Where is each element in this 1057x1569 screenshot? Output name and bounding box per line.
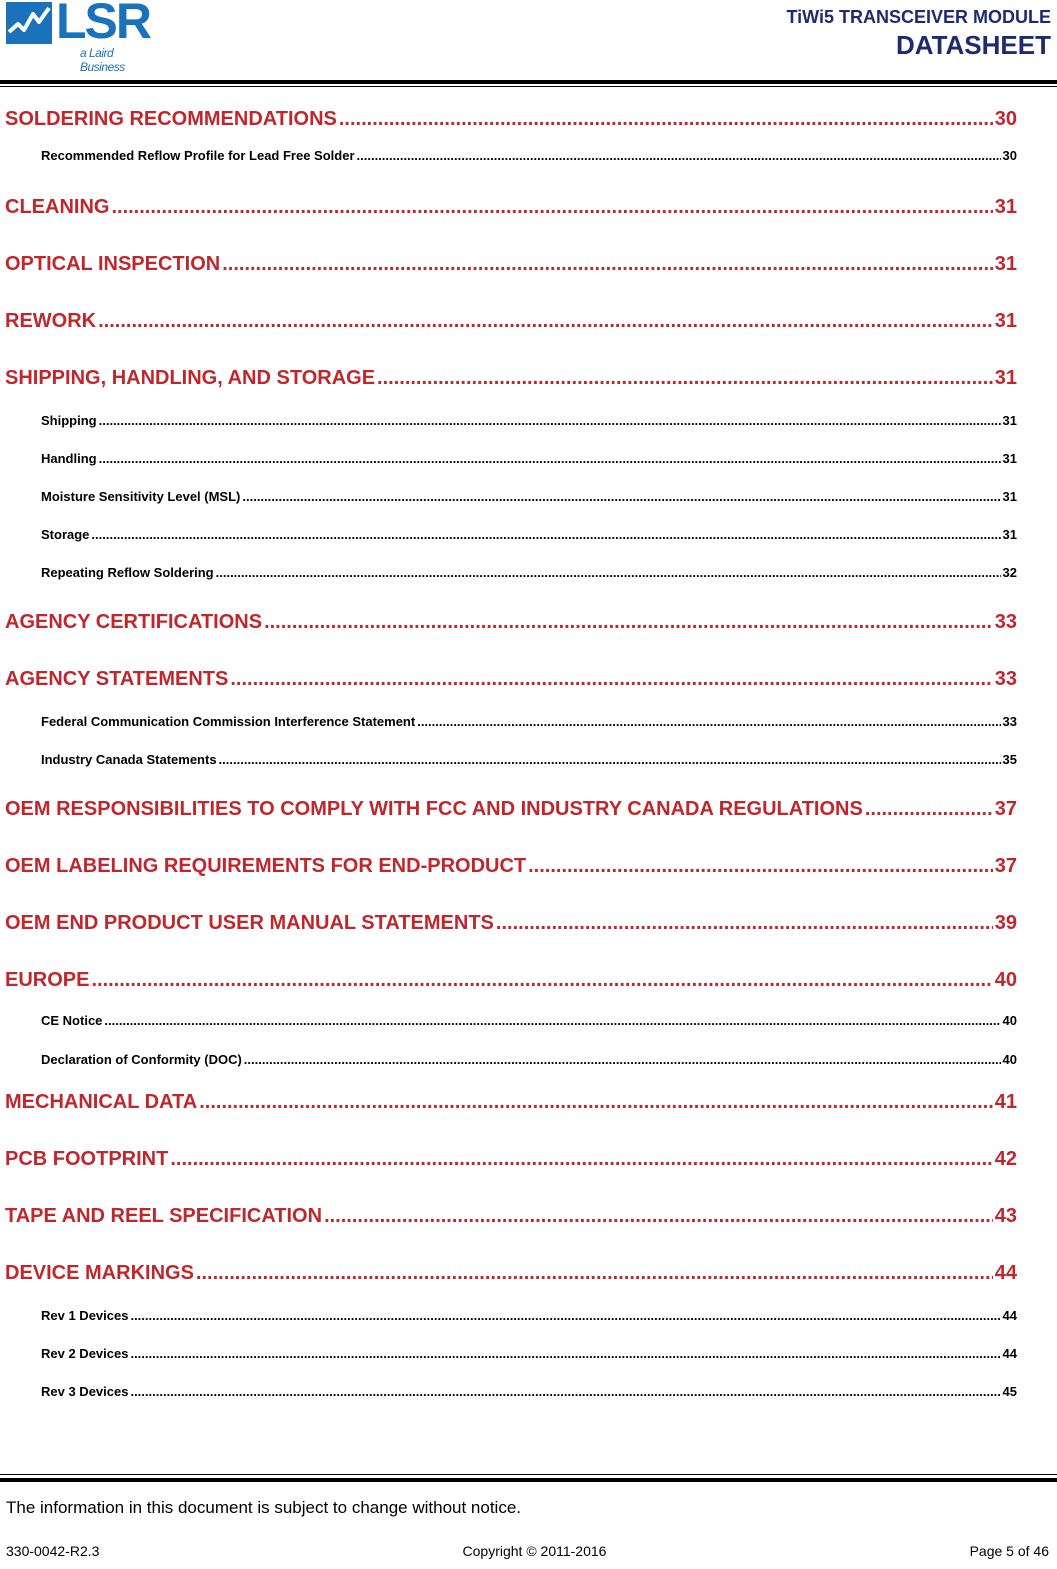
toc-entry-page: 44 bbox=[994, 1262, 1017, 1284]
toc-entry[interactable] bbox=[5, 1091, 1017, 1114]
toc-entry[interactable] bbox=[41, 1308, 1017, 1323]
toc-dot-leader bbox=[170, 1148, 992, 1171]
toc-entry-title: Rev 1 Devices bbox=[41, 1308, 129, 1323]
toc-entry-title: CE Notice bbox=[41, 1013, 103, 1028]
toc-dot-leader bbox=[196, 1262, 993, 1285]
toc-entry[interactable] bbox=[41, 565, 1017, 580]
product-name: TiWi5 TRANSCEIVER MODULE bbox=[786, 7, 1051, 27]
toc-entry-page: 31 bbox=[994, 196, 1017, 218]
toc-entry-page: 32 bbox=[1002, 565, 1017, 580]
toc-dot-leader bbox=[377, 367, 993, 390]
toc-entry[interactable] bbox=[5, 668, 1017, 691]
toc-entry-page: 40 bbox=[1002, 1013, 1017, 1028]
toc-entry-title: TAPE AND REEL SPECIFICATION bbox=[5, 1205, 323, 1227]
toc-entry[interactable] bbox=[41, 148, 1017, 163]
toc-dot-leader bbox=[98, 310, 993, 333]
toc-entry-page: 31 bbox=[1002, 413, 1017, 428]
doc-number: 330-0042-R2.3 bbox=[6, 1543, 100, 1559]
toc-entry-title: SHIPPING, HANDLING, AND STORAGE bbox=[5, 367, 376, 389]
toc-entry-title: AGENCY CERTIFICATIONS bbox=[5, 611, 263, 633]
logo-wordmark: LSR bbox=[56, 0, 150, 49]
toc-entry[interactable] bbox=[5, 367, 1017, 390]
toc-entry-title: OEM RESPONSIBILITIES TO COMPLY WITH FCC AND INDUSTRY CANADA REGULATIONS bbox=[5, 798, 863, 820]
toc-entry-title: Moisture Sensitivity Level (MSL) bbox=[41, 489, 241, 504]
header-divider-thin bbox=[0, 86, 1057, 87]
lsr-logo bbox=[6, 0, 156, 74]
document-title bbox=[786, 6, 1051, 62]
toc-entry-title: DEVICE MARKINGS bbox=[5, 1262, 194, 1284]
toc-dot-leader bbox=[99, 413, 1001, 428]
toc-entry[interactable] bbox=[41, 752, 1017, 767]
toc-entry-title: Declaration of Conformity (DOC) bbox=[41, 1052, 242, 1067]
header-divider bbox=[0, 80, 1057, 84]
toc-dot-leader bbox=[111, 196, 992, 219]
toc-dot-leader bbox=[104, 1013, 1000, 1028]
toc-entry[interactable] bbox=[41, 1013, 1017, 1028]
toc-entry-title: Federal Communication Commission Interference Statement bbox=[41, 714, 416, 729]
toc-entry-title: Industry Canada Statements bbox=[41, 752, 217, 767]
toc-dot-leader bbox=[130, 1308, 1000, 1323]
toc-entry-title: CLEANING bbox=[5, 196, 110, 218]
toc-dot-leader bbox=[528, 855, 993, 878]
toc-entry[interactable] bbox=[5, 611, 1017, 634]
toc-entry-page: 39 bbox=[994, 912, 1017, 934]
page-number: Page 5 of 46 bbox=[969, 1543, 1049, 1559]
toc-entry-title: REWORK bbox=[5, 310, 97, 332]
toc-entry[interactable] bbox=[5, 855, 1017, 878]
change-notice: The information in this document is subject to change without notice. bbox=[6, 1498, 522, 1517]
toc-entry[interactable] bbox=[41, 1384, 1017, 1399]
toc-dot-leader bbox=[130, 1346, 1000, 1361]
toc-dot-leader bbox=[216, 565, 1001, 580]
footer-divider bbox=[0, 1478, 1057, 1482]
toc-dot-leader bbox=[496, 912, 993, 935]
toc-entry-page: 37 bbox=[994, 855, 1017, 877]
toc-entry-title: OEM END PRODUCT USER MANUAL STATEMENTS bbox=[5, 912, 494, 934]
toc-entry-title: Handling bbox=[41, 451, 97, 466]
toc-dot-leader bbox=[219, 752, 1001, 767]
toc-entry[interactable] bbox=[5, 310, 1017, 333]
toc-entry-title: Rev 3 Devices bbox=[41, 1384, 129, 1399]
toc-entry-page: 43 bbox=[994, 1205, 1017, 1227]
toc-entry-page: 44 bbox=[1002, 1346, 1017, 1361]
toc-entry[interactable] bbox=[5, 1205, 1017, 1228]
toc-entry-title: Storage bbox=[41, 527, 90, 542]
copyright: Copyright © 2011-2016 bbox=[462, 1543, 607, 1559]
toc-entry[interactable] bbox=[5, 969, 1017, 992]
toc-entry-page: 33 bbox=[1002, 714, 1017, 729]
toc-dot-leader bbox=[357, 148, 1001, 163]
toc-entry-title: OPTICAL INSPECTION bbox=[5, 253, 221, 275]
toc-entry-title: Rev 2 Devices bbox=[41, 1346, 129, 1361]
toc-entry[interactable] bbox=[41, 527, 1017, 542]
toc-entry-page: 41 bbox=[994, 1091, 1017, 1113]
toc-entry-page: 31 bbox=[1002, 489, 1017, 504]
toc-dot-leader bbox=[324, 1205, 993, 1228]
toc-entry-page: 44 bbox=[1002, 1308, 1017, 1323]
toc-entry-title: Repeating Reflow Soldering bbox=[41, 565, 214, 580]
toc-entry-title: PCB FOOTPRINT bbox=[5, 1148, 169, 1170]
toc-entry-page: 31 bbox=[994, 310, 1017, 332]
toc-dot-leader bbox=[242, 489, 1000, 504]
toc-entry[interactable] bbox=[41, 1052, 1017, 1067]
toc-entry[interactable] bbox=[5, 196, 1017, 219]
toc-entry-title: SOLDERING RECOMMENDATIONS bbox=[5, 108, 337, 130]
toc-entry-title: OEM LABELING REQUIREMENTS FOR END-PRODUCT bbox=[5, 855, 527, 877]
document-type: DATASHEET bbox=[895, 30, 1051, 60]
toc-entry[interactable] bbox=[41, 451, 1017, 466]
toc-dot-leader bbox=[264, 611, 993, 634]
toc-dot-leader bbox=[130, 1384, 1000, 1399]
logo-tagline: a Laird Business bbox=[80, 46, 125, 74]
toc-entry[interactable] bbox=[41, 1346, 1017, 1361]
toc-entry-page: 30 bbox=[994, 108, 1017, 130]
toc-entry-page: 42 bbox=[994, 1148, 1017, 1170]
toc-entry[interactable] bbox=[5, 912, 1017, 935]
toc-entry[interactable] bbox=[41, 489, 1017, 504]
toc-entry-page: 30 bbox=[1002, 148, 1017, 163]
toc-dot-leader bbox=[99, 451, 1001, 466]
toc-entry-title: Shipping bbox=[41, 413, 97, 428]
toc-dot-leader bbox=[865, 798, 993, 821]
toc-entry-page: 31 bbox=[1002, 527, 1017, 542]
toc-dot-leader bbox=[244, 1052, 1001, 1067]
toc-entry-page: 37 bbox=[994, 798, 1017, 820]
toc-entry-page: 35 bbox=[1002, 752, 1017, 767]
footer-row bbox=[6, 1543, 1049, 1559]
footer-divider-thin bbox=[0, 1474, 1057, 1475]
toc-entry[interactable] bbox=[5, 1262, 1017, 1285]
toc-entry-page: 31 bbox=[1002, 451, 1017, 466]
toc-entry[interactable] bbox=[41, 413, 1017, 428]
toc-entry-page: 31 bbox=[994, 367, 1017, 389]
toc-entry-title: EUROPE bbox=[5, 969, 90, 991]
toc-dot-leader bbox=[417, 714, 1000, 729]
toc-entry[interactable] bbox=[5, 798, 1017, 821]
toc-entry[interactable] bbox=[5, 253, 1017, 276]
toc-entry[interactable] bbox=[5, 108, 1017, 131]
toc-entry-page: 33 bbox=[994, 668, 1017, 690]
toc-entry[interactable] bbox=[41, 714, 1017, 729]
toc-dot-leader bbox=[199, 1091, 993, 1114]
toc-dot-leader bbox=[230, 668, 992, 691]
toc-dot-leader bbox=[339, 108, 993, 131]
toc-entry-title: AGENCY STATEMENTS bbox=[5, 668, 229, 690]
toc-entry[interactable] bbox=[5, 1148, 1017, 1171]
toc-entry-title: Recommended Reflow Profile for Lead Free Solder bbox=[41, 148, 355, 163]
toc-entry-page: 31 bbox=[994, 253, 1017, 275]
toc-dot-leader bbox=[222, 253, 993, 276]
toc-entry-page: 45 bbox=[1002, 1384, 1017, 1399]
toc-entry-page: 40 bbox=[1002, 1052, 1017, 1067]
toc-entry-title: MECHANICAL DATA bbox=[5, 1091, 198, 1113]
toc-entry-page: 40 bbox=[994, 969, 1017, 991]
lsr-logo-mark-icon bbox=[6, 2, 52, 44]
toc-dot-leader bbox=[91, 969, 992, 992]
toc-dot-leader bbox=[91, 527, 1000, 542]
toc-entry-page: 33 bbox=[994, 611, 1017, 633]
